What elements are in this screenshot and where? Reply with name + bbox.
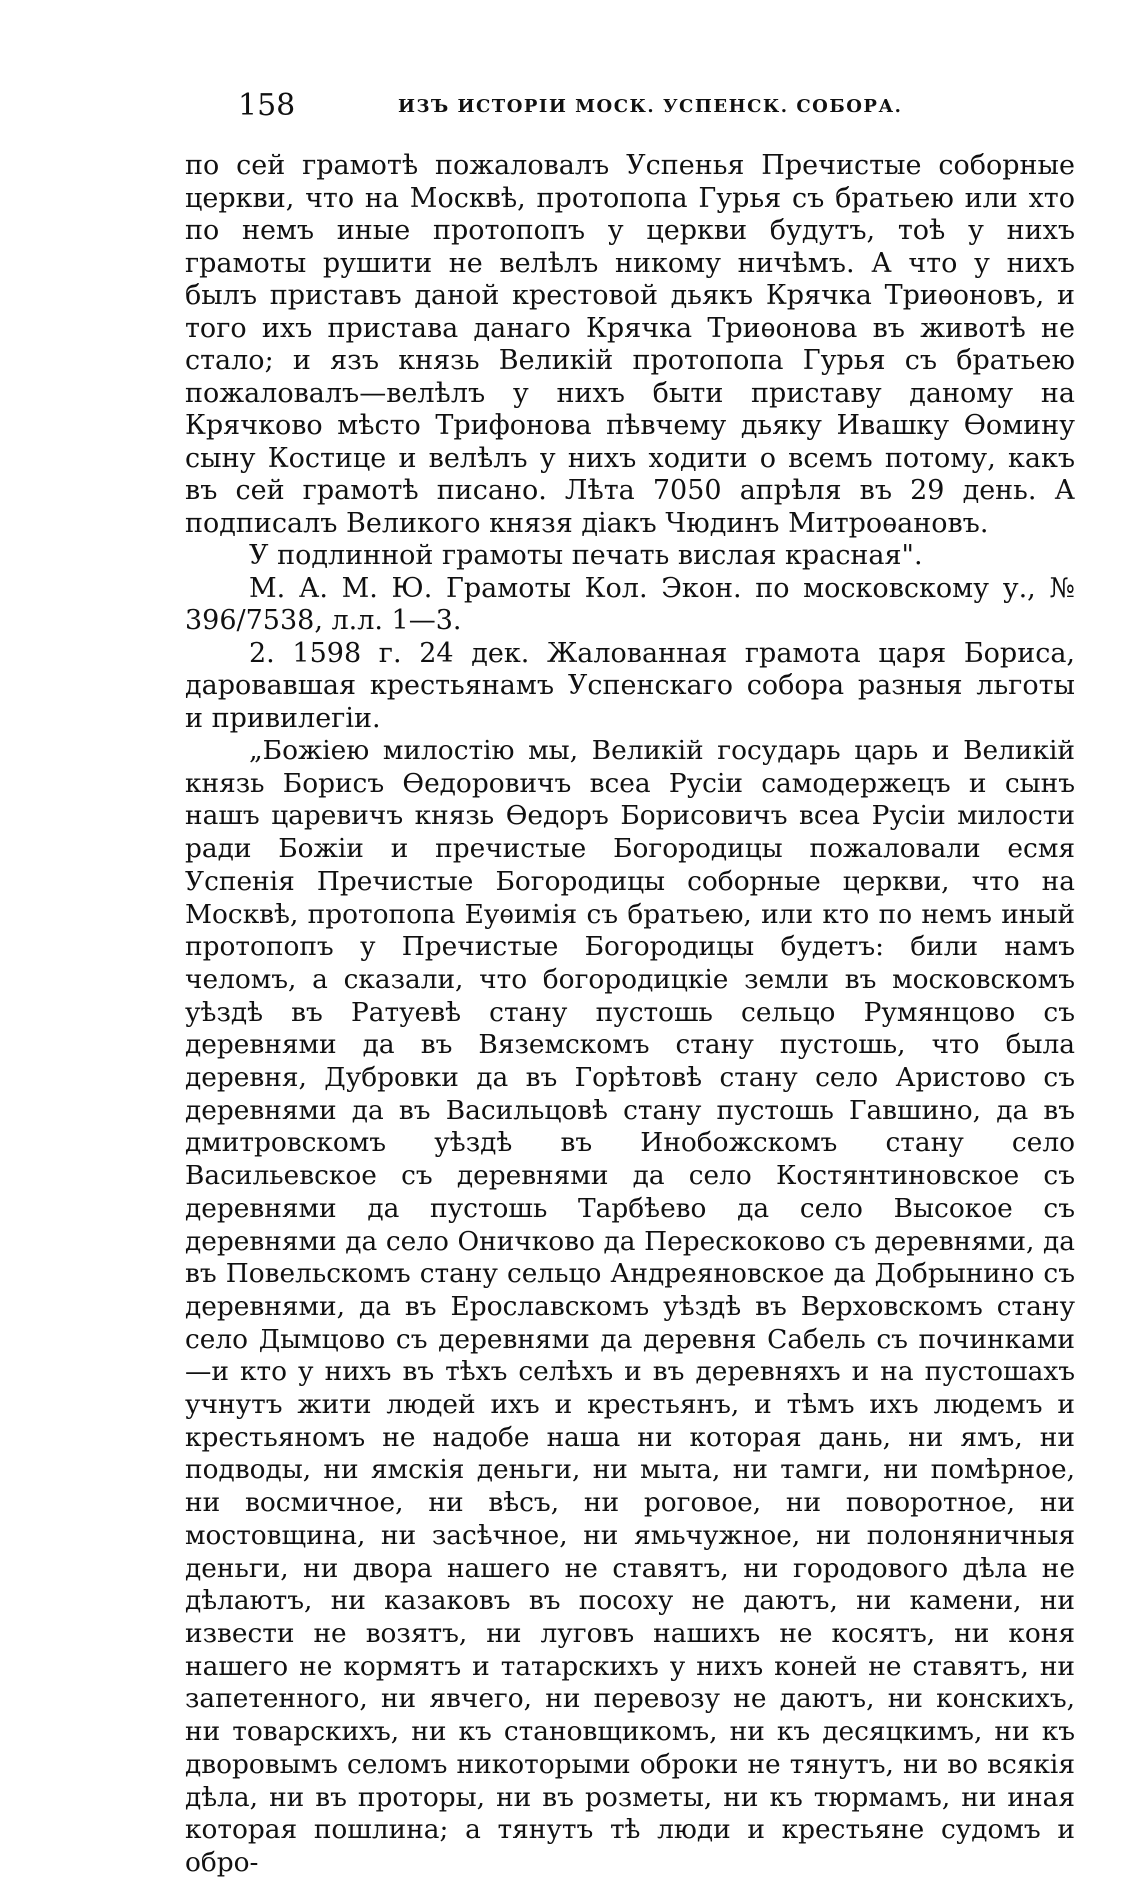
paragraph-seal-note: У подлинной грамоты печать вислая красная". bbox=[249, 540, 923, 571]
paragraph-charter-text: „Божіею милостію мы, Великій государь царь и Великій князь Борисъ Ѳедоровичъ всеа Русіи самодержецъ и сынъ нашъ царевичъ князь Ѳедоръ Борисовичъ всеа Русіи милости ради Божіи и пречистые Богородицы пожаловали есмя Успенія Пречистые Богородицы соборные церкви, что на Москвѣ, протопопа Еуѳимія съ братьею, или кто по немъ иный протопопъ у Пречистые Богородицы будетъ: били намъ челомъ, а сказали, что богородицкіе земли въ московскомъ уѣздѣ въ Ратуевѣ стану пустошь сельцо Румянцово съ деревнями да въ Вяземскомъ стану пустошь, что была деревня, Дубровки да въ Горѣтовѣ стану село Аристово съ деревнями да въ Васильцовѣ стану пустошь Гавшино, да въ дмитровскомъ уѣздѣ въ Инобожскомъ стану село Васильевское съ деревнями да село Костянтиновское съ деревнями да пустошь Тарбѣево да село Высокое съ деревнями да село Оничково да Перескоково съ деревнями, да въ Повельскомъ стану сельцо Андреяновское да Добрынино съ деревнями, да въ Ерославскомъ уѣздѣ въ Верховскомъ стану село Дымцово съ деревнями да деревня Сабель съ починками—и кто у нихъ въ тѣхъ селѣхъ и въ деревняхъ и на пустошахъ учнутъ жити людей ихъ и крестьянъ, и тѣмъ ихъ людемъ и крестьяномъ не надобе наша ни которая дань, ни ямъ, ни подводы, ни ямскія деньги, ни мыта, ни тамги, ни помѣрное, ни восмичное, ни вѣсъ, ни роговое, ни поворотное, ни мостовщина, ни засѣчное, ни ямьчужное, ни полоняничныя деньги, ни двора нашего не ставятъ, ни городового дѣла не дѣлаютъ, ни казаковъ въ посоху не даютъ, ни камени, ни извести не возятъ, ни луговъ нашихъ не косятъ, ни коня нашего не кормятъ и татарскихъ у нихъ коней не ставятъ, ни запетенного, ни явчего, ни перевозу не даютъ, ни конскихъ, ни товарскихъ, ни къ становщикомъ, ни къ десяцкимъ, ни къ дворовымъ селомъ никоторыми оброки не тянутъ, ни во всякія дѣла, ни въ проторы, ни въ розметы, ни къ тюрмамъ, ни иная которая пошлина; а тянутъ тѣ люди и крестьяне судомъ и обро- bbox=[185, 735, 1075, 1878]
page-number: 158 bbox=[238, 88, 296, 123]
paragraph-archive-reference: М. А. М. Ю. Грамоты Кол. Экон. по московскому у., № 396/7538, л.л. 1—3. bbox=[185, 572, 1075, 636]
body-text bbox=[185, 150, 1075, 1880]
paragraph-document-heading: 2. 1598 г. 24 дек. Жалованная грамота царя Бориса, даровавшая крестьянамъ Успенскаго собора разныя льготы и привилегіи. bbox=[185, 637, 1075, 734]
running-head bbox=[238, 86, 1068, 126]
running-title: ИЗЪ ИСТОРІИ МОСК. УСПЕНСК. СОБОРА. bbox=[398, 96, 903, 117]
paragraph-charter-continuation: по сей грамотѣ пожаловалъ Успенья Пречистые соборные церкви, что на Москвѣ, протопопа Гурья съ братьею или хто по немъ иные протопопъ у церкви будутъ, тоѣ у нихъ грамоты рушити не велѣлъ никому ничѣмъ. А что у нихъ былъ приставъ даной крестовой дьякъ Крячка Триѳоновъ, и того ихъ пристава данаго Крячка Триѳонова въ животѣ не стало; и язъ князь Великій протопопа Гурья съ братьею пожаловалъ—велѣлъ у нихъ быти приставу даному на Крячково мѣсто Трифонова пѣвчему дьяку Ивашку Ѳомину сыну Костице и велѣлъ у нихъ ходити о всемъ потому, какъ въ сей грамотѣ писано. Лѣта 7050 апрѣля въ 29 день. А подписалъ Великого князя діакъ Чюдинъ Митроѳановъ. bbox=[185, 150, 1075, 539]
